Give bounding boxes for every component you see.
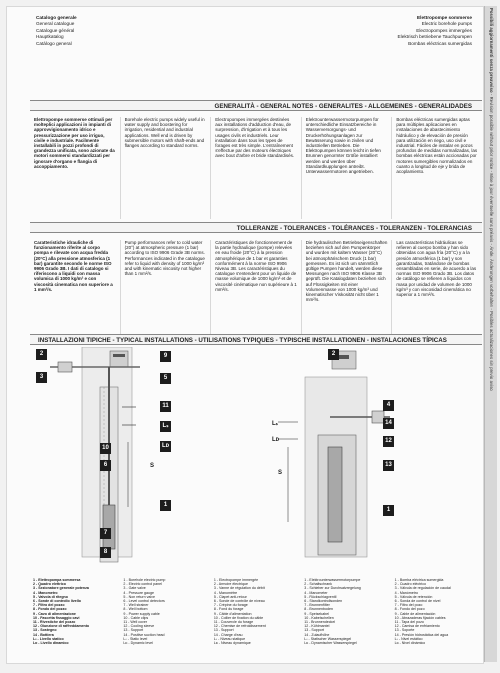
legend-item: Lᴅ - Dynamischer Wasserspiegel bbox=[304, 641, 357, 646]
legend-item: 10 - Fascetta fissaggio cavi bbox=[33, 615, 80, 620]
callout-9: 9 bbox=[160, 351, 171, 362]
general-notes-columns bbox=[30, 117, 482, 219]
tolerances-it: Caratteristiche idrauliche di funzionamento riferite al corpo pompa e rilevate con acqua fredda (20°C) alla pressione atmosferica (1 bar) garantite secondo le norme ISO 9906 Grado 3B. I dati di catalogo si riferiscono a liquidi con massa volumica di 1000 kg/m³ e con viscosità cinematica non superiore a 1 mm²/s. bbox=[34, 240, 113, 292]
legend-item: 14 - Bottiera bbox=[33, 632, 54, 637]
legend-item: 8 - Fondo del pozo bbox=[394, 607, 425, 612]
legend-item: 11 - Well cover bbox=[123, 620, 148, 625]
side-notice-rest: - Revision possible without prior notice - Mise à jour éventuelle sans préavis - Ände. Änderungen vorbehalten - Posibles actualizaciones sin previo aviso bbox=[489, 92, 494, 391]
legend-item: 4 - Manometro bbox=[33, 590, 58, 595]
legend-item: 3 - Schieber zur Durchsatzregelung bbox=[304, 586, 361, 591]
legend-item: 6 - Sonda de control de nivel bbox=[394, 599, 441, 604]
legend-item: 10 - Cable clips bbox=[123, 615, 149, 620]
callout-7: 7 bbox=[100, 528, 111, 539]
legend-item: 1 - Bomba eléctrica sumergida bbox=[394, 578, 444, 582]
legend-item: 8 - Well bottom bbox=[123, 607, 148, 612]
legend-item: 4 - Pressure gauge bbox=[123, 590, 154, 595]
legend-item: 12 - Giunzione di raffreddamento bbox=[33, 624, 90, 629]
pump-shape bbox=[103, 505, 115, 549]
legend-item: 11 - Couvercle du forage bbox=[213, 620, 254, 625]
legend-item: 9 - Câble d'alimentation bbox=[213, 611, 252, 616]
installation-illustrations bbox=[30, 347, 482, 567]
legend-item: Lₛ - Static level bbox=[123, 636, 148, 641]
side-notice bbox=[486, 8, 496, 660]
legend-item: Lₛ - Statischer Wasserspiegel bbox=[304, 636, 352, 641]
product-line: Elettropompe sommerse bbox=[417, 15, 472, 20]
legend-item: 6 - Level control detectors bbox=[123, 599, 165, 604]
catalogue-header bbox=[36, 15, 77, 47]
tolerances-columns bbox=[30, 240, 482, 342]
callout-13: 13 bbox=[383, 460, 394, 471]
catalogue-line: Catalogo generale bbox=[36, 15, 77, 20]
legend-item: 14 - Charge d'eau bbox=[213, 632, 243, 637]
legend-item: 8 - Fondo del pozzo bbox=[33, 607, 67, 612]
legend-it bbox=[30, 578, 120, 645]
callout-12: 12 bbox=[383, 436, 394, 447]
callout-1: 1 bbox=[160, 500, 171, 511]
tolerances-fr: Caractéristiques de fonctionnement de la partie hydraulique (pompe) relevées en eau froide (20°C) à la pression atmosphérique de 1 bar et garanties conformément à la norme ISO 9906 Niveau 3B. Les caractéristiques du catalogue s'entendent pour un liquide de masse volumique de 1000 kg/m³ et de viscosité cinématique non supérieure à 1 mm²/s. bbox=[210, 240, 301, 342]
legend-item: Lₛ - Livello statico bbox=[33, 636, 64, 641]
cooling-sleeve-installation-diagram bbox=[278, 351, 390, 557]
legend-item: 6 - Sonde de contrôle de niveau bbox=[213, 599, 265, 604]
legend-item: 10 - Abrazaderas fijación cables bbox=[394, 615, 446, 620]
legend-item: 9 - Cable de alimentación bbox=[394, 611, 436, 616]
legend-item: 12 - Cooling sleeve bbox=[123, 624, 155, 629]
callout-5: 5 bbox=[160, 373, 171, 384]
general-notes-it: Elettropompe sommerse ottimali per molteplici applicazioni in impianti di approvvigionamento idrico e pressurizzazione per uso irriguo, civile e industriale. Facilmente installabili in pozzi profondi di grandezza unificata, sono azionate da motori sommersi standardizzati per ignorare d'organo e flangia di accoppiamento. bbox=[34, 117, 115, 169]
catalogue-line: Catalogue général bbox=[36, 27, 75, 33]
control-panel-shape bbox=[110, 351, 128, 367]
legend-de bbox=[301, 578, 391, 645]
legend-item: Lᴅ - Niveau dynamique bbox=[213, 641, 251, 646]
legend-item: 3 - Gate valve bbox=[123, 586, 146, 591]
legend-item: 2 - Cuadro eléctrico bbox=[394, 582, 426, 587]
callout-2-right: 2 bbox=[328, 349, 339, 360]
legend-item: 3 - Sezionatore generale potenza bbox=[33, 586, 89, 591]
legend-item: 1 - Borehole electric pump bbox=[123, 578, 166, 582]
legend-item: 5 - Válvula de retención bbox=[394, 594, 433, 599]
legend-item: 6 - Standkontrollsonden bbox=[304, 599, 343, 604]
product-header bbox=[398, 15, 472, 47]
level-label-ld-right: Lᴅ bbox=[272, 437, 280, 443]
product-line: Elektrisch betriebene Tauchpumpen bbox=[397, 34, 472, 40]
callout-4: 4 bbox=[383, 400, 394, 411]
legend-item: 3 - Vanne de régulation du débit bbox=[213, 586, 265, 591]
general-notes-fr: Electropompes immergées destinées aux installations d'adduction d'eau, de surpression, d'irrigation et à tous les usages civils et industriels. Leur installation dans tous les types de forages est très simple. L'entraînement s'effectue par des moteurs électriques avec bout d'arbre et bride standardisés. bbox=[210, 117, 301, 219]
legend-item: 13 - Sostegno bbox=[33, 628, 57, 633]
legend-item: 9 - Speisekabel bbox=[304, 611, 329, 616]
legend-item: Lₛ - Nivel estático bbox=[394, 636, 423, 641]
legend-item: 13 - Support bbox=[213, 628, 234, 633]
tolerances-en: Pump performances refer to cold water (20°) at atmospheric pressure (1 bar) according to ISO 9906 Grade 3B norms. Performances indicated in the catalogue refer to liquid with density of 1000 kg/m³ and with kinematic viscosity not higher than 1 mm²/s. bbox=[120, 240, 211, 342]
legend-item: 12 - Camisa de enfriamiento bbox=[394, 624, 440, 629]
general-notes-es: Bombas eléctricas sumergidas aptas para múltiples aplicaciones en instalaciones de abastecimiento hidráulico y de elevación de presión para utilización en riego, uso civil e industrial. Fáciles de instalar en pozos profundos de medidas normalizadas, las bombas eléctricas están accionadas por motores sumergibles normalizados en cuanto a longitud de eje y brida de acoplamiento. bbox=[391, 117, 482, 219]
legend-item: 12 - Chemise de refroidissement bbox=[213, 624, 266, 629]
legend-item: 2 - Schaltschrank bbox=[304, 582, 332, 587]
legend-item: 12 - Kühlmantel bbox=[304, 624, 330, 629]
legend-item: 6 - Sonde di controllo livello bbox=[33, 599, 81, 604]
legend-item: 3 - Válvula de regulación de caudal bbox=[394, 586, 451, 591]
callout-1-right: 1 bbox=[383, 505, 394, 516]
legend-item: 10 - Collier de fixation du câble bbox=[213, 615, 264, 620]
legend-item: 5 - Clapet anti-retour bbox=[213, 594, 247, 599]
legend-item: 13 - Soporte bbox=[394, 628, 415, 633]
legend-item: 5 - Valvola di ritegno bbox=[33, 594, 68, 599]
callout-ld-left: Lᴅ bbox=[160, 441, 171, 452]
legend-item: 7 - Brunnenfilter bbox=[304, 603, 330, 608]
legend-item: 14 - Zulaufhöhe bbox=[304, 632, 330, 637]
legend-item: 7 - Crépine du forage bbox=[213, 603, 248, 608]
callout-3: 3 bbox=[36, 372, 47, 383]
legend-item: 5 - Non return valve bbox=[123, 594, 155, 599]
catalogue-line: General catalogue bbox=[36, 21, 75, 27]
legend-item: 1 - Elettropompa sommersa bbox=[33, 578, 81, 582]
legend-item: 9 - Cavo di alimentazione bbox=[33, 611, 76, 616]
legend-en bbox=[120, 578, 210, 645]
callout-14: 14 bbox=[383, 418, 394, 429]
legend-item: 11 - Tapa del pozo bbox=[394, 620, 424, 625]
product-line: Electropompes immergées bbox=[416, 27, 472, 33]
legend-es bbox=[392, 578, 482, 645]
legend-item: 13 - Support bbox=[304, 628, 324, 633]
depth-label-right: S bbox=[278, 470, 283, 476]
product-line: Bombas eléctricas sumergidas bbox=[408, 40, 472, 46]
tolerances-es: Las características hidráulicas se refieren al cuerpo bomba y han sido obtenidas con agua fría (20°C) y a la presión atmosférica (1 bar) y son garantizadas, tratándose de bombas ensambladas en serie, de acuerdo a las normas ISO 9906 Grado 3B. Los datos de catálogo se refieren a líquidos con masa por unidad de volumen de 1000 kg/m³ y con viscosidad cinemática no superior a 1 mm²/s. bbox=[391, 240, 482, 342]
callout-6: 6 bbox=[100, 460, 111, 471]
product-line: Electric borehole pumps bbox=[421, 21, 472, 27]
general-notes-en: Borehole electric pumps widely useful in water supply and boostering for irrigation, residential and industrial applications. Well end is driven by submersible motors with shaft-ends and flanges according to standard norms. bbox=[120, 117, 211, 219]
legend-item: 2 - Armoire électrique bbox=[213, 582, 248, 587]
legend-item: 11 - Brunnendeckel bbox=[304, 620, 336, 625]
callout-11: 11 bbox=[160, 401, 171, 412]
section-installations-title: INSTALLAZIONI TIPICHE - TYPICAL INSTALLATIONS - UTILISATIONS TYPIQUES - TYPISCHE INSTALLATIONEN - INSTALACIONES TÍPICAS bbox=[30, 334, 482, 345]
level-label-ls-right: Lₛ bbox=[272, 421, 278, 427]
depth-label-left: S bbox=[150, 463, 155, 469]
legend-item: 1 - Elektrounterwassermotorpumpe bbox=[304, 578, 361, 582]
legend-item: 2 - Electric control panel bbox=[123, 582, 162, 587]
legend-item: Lᴅ - Dynamic level bbox=[123, 641, 153, 646]
legend-item: 4 - Manómetro bbox=[394, 590, 418, 595]
legend-item: 9 - Power supply cable bbox=[123, 611, 160, 616]
callout-10: 10 bbox=[100, 443, 111, 454]
catalogue-line: Catálogo general bbox=[36, 40, 72, 46]
legend-item: 14 - Positive suction head bbox=[123, 632, 165, 637]
general-notes-de: Elektrounterwassermotorpumpen für unterschiedliche Einsatzbereiche in Wasserversorgungs- und Druckerhöhungsanlagen zur Bewässerung sowie in zivilen und industriellen Betrieben. Die Elektropumpen können leicht in tiefen Brunnen genormter Größe installiert werden und werden über Standardkupplungen antreibt. Unterwassermotoren angetrieben. bbox=[301, 117, 392, 219]
legend-item: 10 - Kabelschellen bbox=[304, 615, 334, 620]
legend-item: 5 - Rückschlagventil bbox=[304, 594, 337, 599]
legend-item: 8 - Fond du forage bbox=[213, 607, 244, 612]
borehole-installation-diagram bbox=[50, 347, 140, 562]
legend-item: Lᴅ - Nivel dinámico bbox=[394, 641, 426, 646]
callout-8: 8 bbox=[100, 547, 111, 558]
legend-item: 14 - Presión hidrostática del agua bbox=[394, 632, 449, 637]
tolerances-de: Die hydraulischen Betriebseigenschaften beziehen sich auf den Pumpenkörper und wurden mit kaltem Wasser (20°C) bei atmosphärischem Druck (1 bar) gemessen. Es ist sich um sämmtlich gültige Pumpen handelt, werden diese Messungen nach ISO 9906 Klasse 3B geprüft. Die Katalogdaten beziehen sich auf Flüssigkeiten mit einer Volumenmasse von 1000 kg/m³ und kinematischer Viskosität nicht über 1 mm²/s. bbox=[301, 240, 392, 342]
side-notice-bold: Possibili aggiornamenti senza preavviso bbox=[489, 8, 494, 93]
legend-item: 7 - Filtro del pozo bbox=[394, 603, 423, 608]
legend-item: 1 - Electropompe immergée bbox=[213, 578, 259, 582]
catalogue-line: Hauptkatalog bbox=[36, 34, 64, 40]
legend-item: 4 - Manomètre bbox=[213, 590, 238, 595]
legend-item: 7 - Well strainer bbox=[123, 603, 149, 608]
section-general-title: GENERALITÀ - GENERAL NOTES - GENERALITES - ALLGEMEINES - GENERALIDADES bbox=[30, 100, 482, 111]
legend-item: 4 - Manometer bbox=[304, 590, 328, 595]
legend-item: 2 - Quadro elettrico bbox=[33, 582, 66, 587]
section-tolerances-title: TOLLERANZE - TOLERANCES - TOLÉRANCES - TOLERANZEN - TOLERANCIAS bbox=[30, 222, 482, 233]
legend-item: 7 - Filtro del pozzo bbox=[33, 603, 65, 608]
installation-legend bbox=[30, 578, 482, 645]
callout-2: 2 bbox=[36, 349, 47, 360]
legend-fr bbox=[211, 578, 301, 645]
legend-item: 13 - Support bbox=[123, 628, 144, 633]
legend-item: Lₛ - Niveau statique bbox=[213, 636, 246, 641]
legend-item: Lᴅ - Livello dinamico bbox=[33, 641, 69, 646]
legend-item: 8 - Brunnenboden bbox=[304, 607, 333, 612]
legend-item: 11 - Rivestiche del pozzo bbox=[33, 620, 76, 625]
callout-ls-left: Lₛ bbox=[160, 421, 171, 432]
